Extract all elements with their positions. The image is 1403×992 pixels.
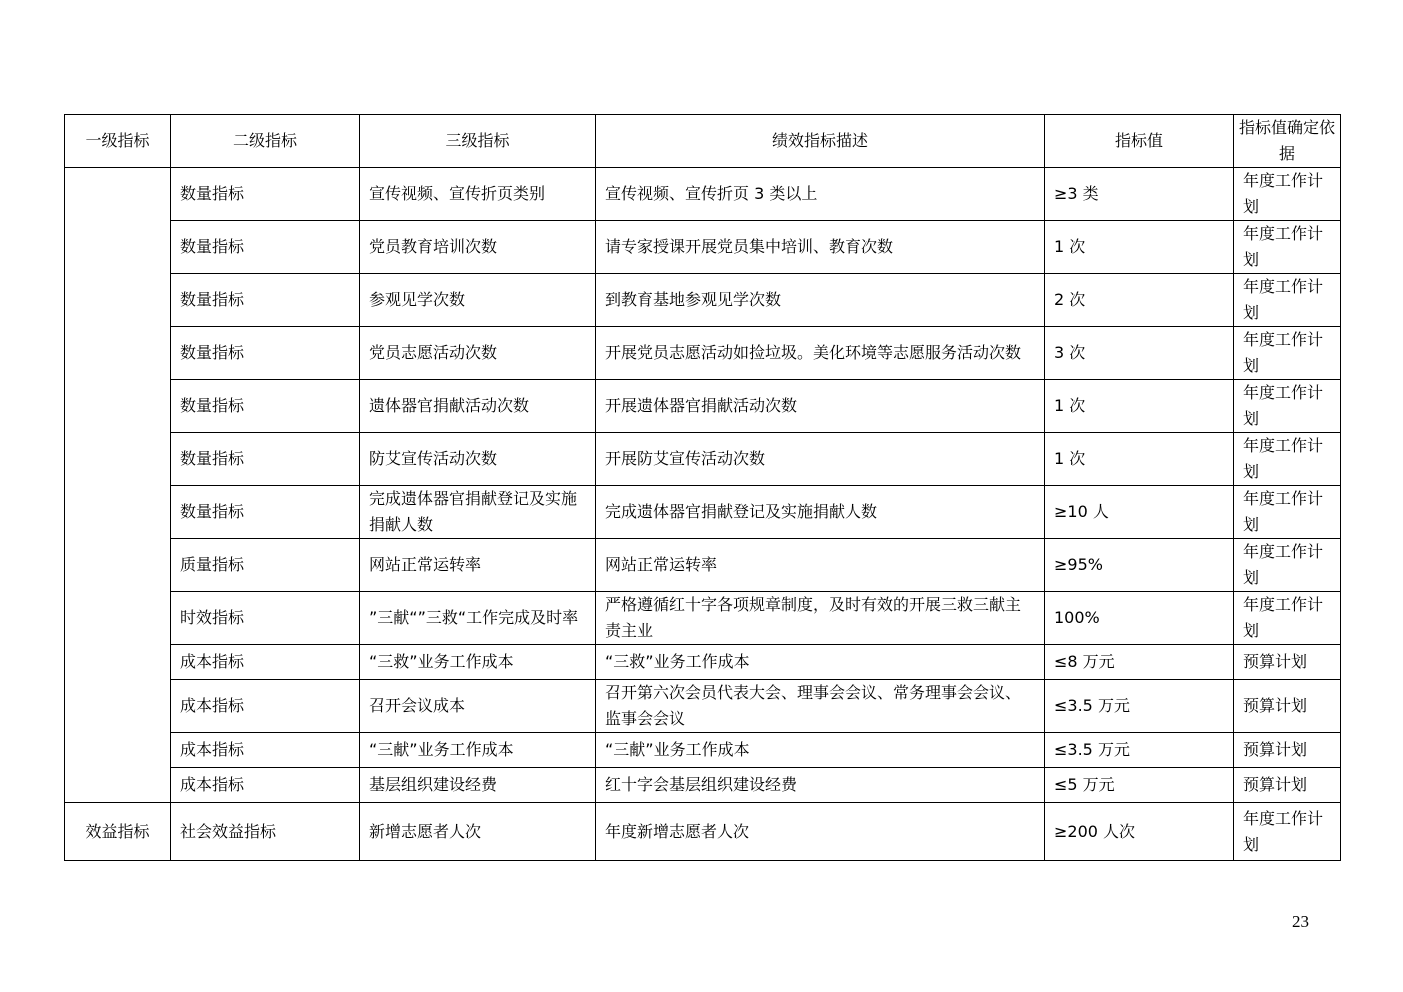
basis-cell: 年度工作计划 — [1234, 486, 1341, 539]
level3-cell: 基层组织建设经费 — [360, 768, 596, 803]
basis-cell: 预算计划 — [1234, 768, 1341, 803]
level2-cell: 数量指标 — [171, 380, 360, 433]
table-header-row — [65, 115, 1341, 168]
level2-cell: 数量指标 — [171, 433, 360, 486]
value-cell: ≤5 万元 — [1045, 768, 1234, 803]
header-level3: 三级指标 — [360, 115, 596, 168]
description-cell: 完成遗体器官捐献登记及实施捐献人数 — [596, 486, 1045, 539]
level3-cell: 党员教育培训次数 — [360, 221, 596, 274]
value-cell: ≤3.5 万元 — [1045, 733, 1234, 768]
level2-cell: 数量指标 — [171, 221, 360, 274]
level3-cell: 网站正常运转率 — [360, 539, 596, 592]
basis-cell: 年度工作计划 — [1234, 592, 1341, 645]
performance-indicator-table — [64, 114, 1341, 861]
value-cell: 1 次 — [1045, 221, 1234, 274]
level2-cell: 时效指标 — [171, 592, 360, 645]
value-cell: ≥3 类 — [1045, 168, 1234, 221]
level2-cell: 数量指标 — [171, 486, 360, 539]
header-level2: 二级指标 — [171, 115, 360, 168]
value-cell: 1 次 — [1045, 380, 1234, 433]
table-row — [65, 168, 1341, 221]
level3-cell: 参观见学次数 — [360, 274, 596, 327]
value-cell: ≥10 人 — [1045, 486, 1234, 539]
basis-cell: 预算计划 — [1234, 733, 1341, 768]
level2-cell: 质量指标 — [171, 539, 360, 592]
basis-cell: 预算计划 — [1234, 645, 1341, 680]
level3-cell: 召开会议成本 — [360, 680, 596, 733]
table-row — [65, 733, 1341, 768]
basis-cell: 年度工作计划 — [1234, 274, 1341, 327]
level2-cell: 社会效益指标 — [171, 803, 360, 861]
description-cell: 年度新增志愿者人次 — [596, 803, 1045, 861]
table-row — [65, 768, 1341, 803]
value-cell: 2 次 — [1045, 274, 1234, 327]
table-row — [65, 327, 1341, 380]
level2-cell: 成本指标 — [171, 645, 360, 680]
value-cell: ≥95% — [1045, 539, 1234, 592]
level3-cell: 防艾宣传活动次数 — [360, 433, 596, 486]
page-number: 23 — [1292, 912, 1309, 931]
value-cell: ≤3.5 万元 — [1045, 680, 1234, 733]
description-cell: 开展党员志愿活动如捡垃圾。美化环境等志愿服务活动次数 — [596, 327, 1045, 380]
description-cell: 严格遵循红十字各项规章制度，及时有效的开展三救三献主责主业 — [596, 592, 1045, 645]
level3-cell: ”三献“”三救“工作完成及时率 — [360, 592, 596, 645]
table-row — [65, 274, 1341, 327]
description-cell: 宣传视频、宣传折页 3 类以上 — [596, 168, 1045, 221]
value-cell: 1 次 — [1045, 433, 1234, 486]
description-cell: “三救”业务工作成本 — [596, 645, 1045, 680]
level3-cell: “三救”业务工作成本 — [360, 645, 596, 680]
description-cell: 到教育基地参观见学次数 — [596, 274, 1045, 327]
level2-cell: 成本指标 — [171, 733, 360, 768]
level2-cell: 数量指标 — [171, 168, 360, 221]
level2-cell: 成本指标 — [171, 680, 360, 733]
table-row — [65, 486, 1341, 539]
description-cell: “三献”业务工作成本 — [596, 733, 1045, 768]
level3-cell: 遗体器官捐献活动次数 — [360, 380, 596, 433]
table-row — [65, 221, 1341, 274]
level1-cell — [65, 168, 171, 803]
basis-cell: 年度工作计划 — [1234, 221, 1341, 274]
level2-cell: 数量指标 — [171, 274, 360, 327]
header-level1: 一级指标 — [65, 115, 171, 168]
level2-cell: 成本指标 — [171, 768, 360, 803]
level3-cell: 党员志愿活动次数 — [360, 327, 596, 380]
header-basis: 指标值确定依据 — [1234, 115, 1341, 168]
level3-cell: 完成遗体器官捐献登记及实施捐献人数 — [360, 486, 596, 539]
table-row — [65, 680, 1341, 733]
value-cell: ≥200 人次 — [1045, 803, 1234, 861]
table-row — [65, 645, 1341, 680]
table-row — [65, 592, 1341, 645]
basis-cell: 年度工作计划 — [1234, 433, 1341, 486]
description-cell: 开展遗体器官捐献活动次数 — [596, 380, 1045, 433]
description-cell: 请专家授课开展党员集中培训、教育次数 — [596, 221, 1045, 274]
table-row — [65, 539, 1341, 592]
table-row — [65, 803, 1341, 861]
value-cell: 3 次 — [1045, 327, 1234, 380]
value-cell: ≤8 万元 — [1045, 645, 1234, 680]
basis-cell: 年度工作计划 — [1234, 380, 1341, 433]
level1-cell: 效益指标 — [65, 803, 171, 861]
level2-cell: 数量指标 — [171, 327, 360, 380]
basis-cell: 年度工作计划 — [1234, 327, 1341, 380]
description-cell: 开展防艾宣传活动次数 — [596, 433, 1045, 486]
basis-cell: 年度工作计划 — [1234, 168, 1341, 221]
header-description: 绩效指标描述 — [596, 115, 1045, 168]
table-row — [65, 380, 1341, 433]
level3-cell: “三献”业务工作成本 — [360, 733, 596, 768]
description-cell: 召开第六次会员代表大会、理事会会议、常务理事会会议、监事会会议 — [596, 680, 1045, 733]
value-cell: 100% — [1045, 592, 1234, 645]
description-cell: 网站正常运转率 — [596, 539, 1045, 592]
level3-cell: 宣传视频、宣传折页类别 — [360, 168, 596, 221]
basis-cell: 年度工作计划 — [1234, 539, 1341, 592]
basis-cell: 年度工作计划 — [1234, 803, 1341, 861]
table-row — [65, 433, 1341, 486]
level3-cell: 新增志愿者人次 — [360, 803, 596, 861]
header-value: 指标值 — [1045, 115, 1234, 168]
description-cell: 红十字会基层组织建设经费 — [596, 768, 1045, 803]
basis-cell: 预算计划 — [1234, 680, 1341, 733]
